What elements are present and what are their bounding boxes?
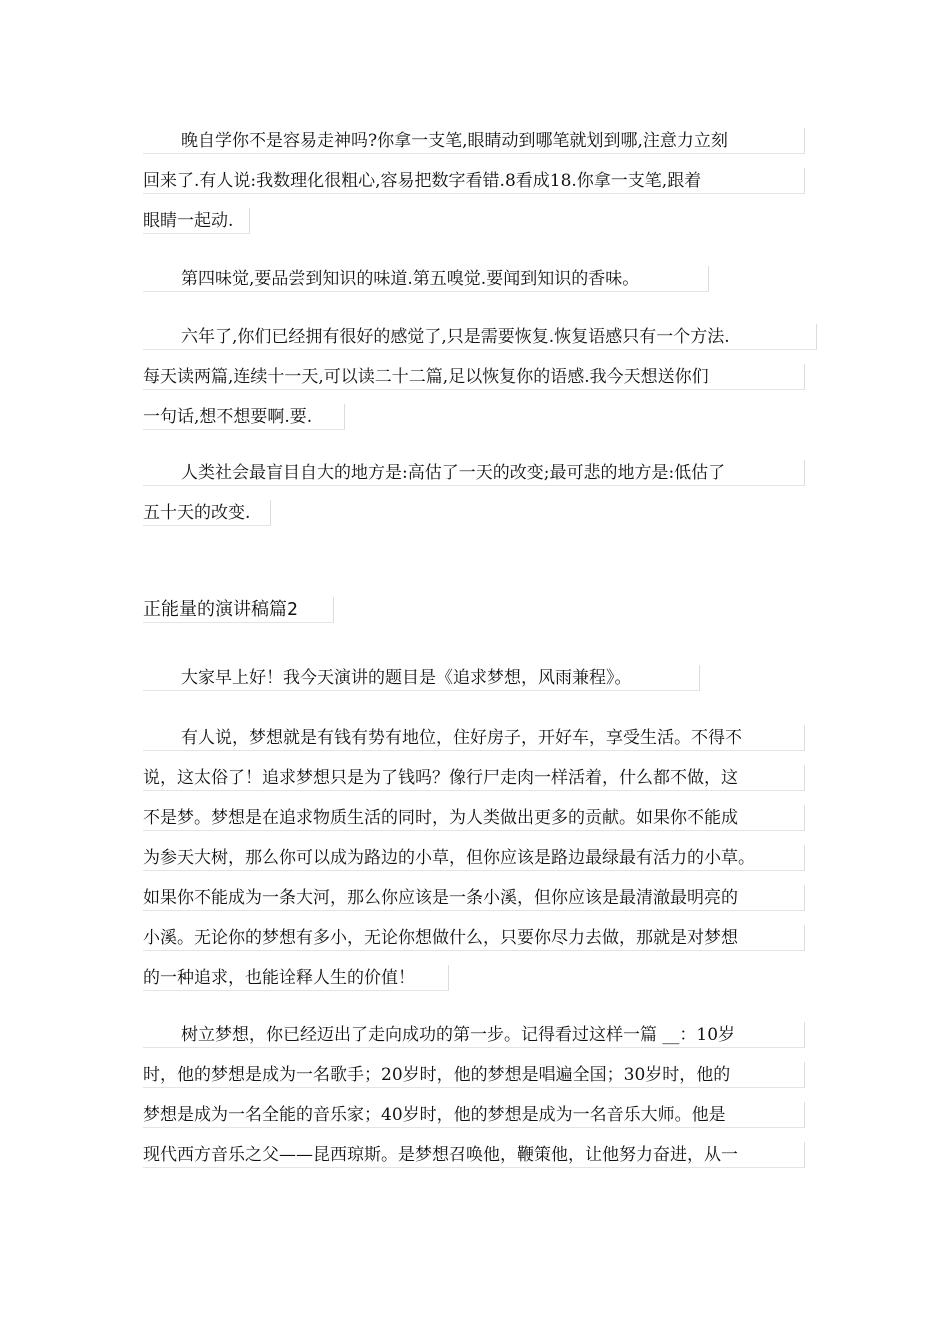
paragraph-line: 一句话,想不想要啊.要. [143,404,345,430]
paragraph-line: 大家早上好！我今天演讲的题目是《追求梦想，风雨兼程》。 [143,665,700,691]
paragraph-line: 有人说，梦想就是有钱有势有地位，住好房子，开好车，享受生活。不得不 [143,725,805,751]
paragraph-line: 第四味觉,要品尝到知识的味道.第五嗅觉.要闻到知识的香味。 [143,266,709,292]
paragraph-line: 晚自学你不是容易走神吗?你拿一支笔,眼睛动到哪笔就划到哪,注意力立刻 [143,128,805,154]
paragraph-line: 每天读两篇,连续十一天,可以读二十二篇,足以恢复你的语感.我今天想送你们 [143,364,805,390]
section-heading: 正能量的演讲稿篇2 [143,597,334,623]
paragraph-line: 时，他的梦想是成为一名歌手；20岁时，他的梦想是唱遍全国；30岁时，他的 [143,1062,805,1088]
paragraph-line: 现代西方音乐之父——昆西琼斯。是梦想召唤他，鞭策他，让他努力奋进，从一 [143,1142,805,1168]
paragraph-line: 树立梦想，你已经迈出了走向成功的第一步。记得看过这样一篇 __：10岁 [143,1022,805,1048]
paragraph-line: 回来了.有人说:我数理化很粗心,容易把数字看错.8看成18.你拿一支笔,跟着 [143,168,805,194]
paragraph-line: 说，这太俗了！追求梦想只是为了钱吗？像行尸走肉一样活着，什么都不做，这 [143,765,805,791]
paragraph-line: 的一种追求，也能诠释人生的价值！ [143,965,449,991]
paragraph-line: 小溪。无论你的梦想有多小，无论你想做什么，只要你尽力去做，那就是对梦想 [143,925,805,951]
paragraph-line: 梦想是成为一名全能的音乐家；40岁时，他的梦想是成为一名音乐大师。他是 [143,1102,805,1128]
paragraph-line: 为参天大树，那么你可以成为路边的小草，但你应该是路边最绿最有活力的小草。 [143,845,805,871]
paragraph-line: 五十天的改变. [143,500,271,526]
paragraph-line: 不是梦。梦想是在追求物质生活的同时，为人类做出更多的贡献。如果你不能成 [143,805,805,831]
paragraph-line: 如果你不能成为一条大河，那么你应该是一条小溪，但你应该是最清澈最明亮的 [143,885,805,911]
paragraph-line: 六年了,你们已经拥有很好的感觉了,只是需要恢复.恢复语感只有一个方法. [143,324,817,350]
paragraph-line: 眼睛一起动. [143,208,250,234]
paragraph-line: 人类社会最盲目自大的地方是:高估了一天的改变;最可悲的地方是:低估了 [143,460,805,486]
